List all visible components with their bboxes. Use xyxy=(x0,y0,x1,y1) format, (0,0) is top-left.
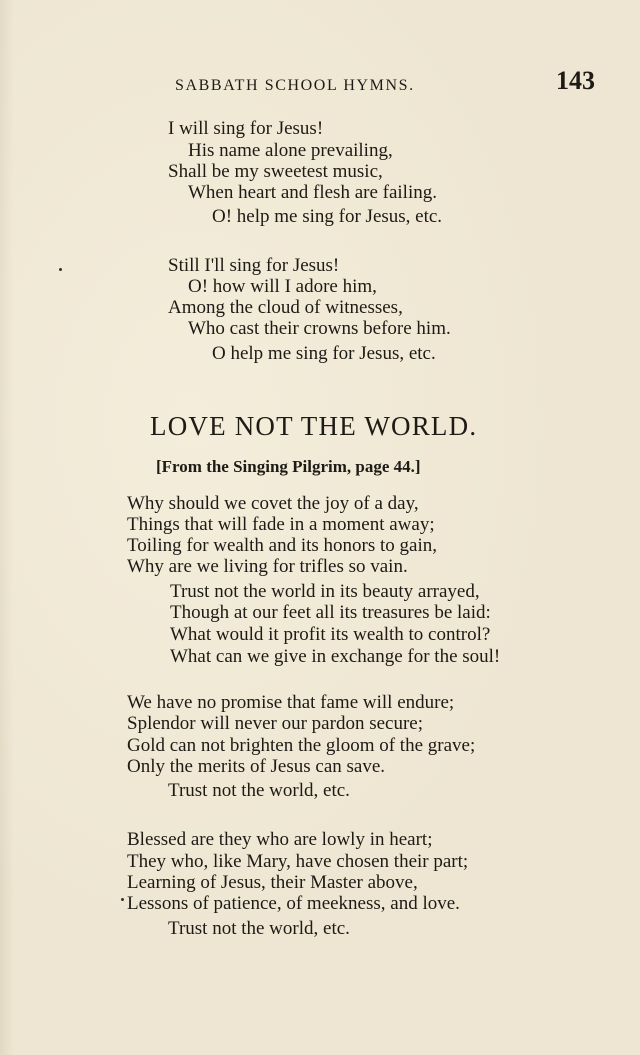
chorus-line: Though at our feet all its treasures be laid: xyxy=(170,602,491,623)
verse-line: Why should we covet the joy of a day, xyxy=(127,493,419,514)
verse-line: They who, like Mary, have chosen their part; xyxy=(127,851,469,872)
verse-line: Lessons of patience, of meekness, and love. xyxy=(127,893,460,914)
refrain-line: Trust not the world, etc. xyxy=(168,780,350,801)
poem-line: Who cast their crowns before him. xyxy=(188,318,451,339)
poem-line: Still I'll sing for Jesus! xyxy=(168,255,340,276)
verse-line: Only the merits of Jesus can save. xyxy=(127,756,386,777)
verse-line: Learning of Jesus, their Master above, xyxy=(127,872,418,893)
verse-line: Splendor will never our pardon secure; xyxy=(127,713,423,734)
poem-line: I will sing for Jesus! xyxy=(168,118,324,139)
hymn-source: [From the Singing Pilgrim, page 44.] xyxy=(156,457,421,476)
poem-line: Among the cloud of witnesses, xyxy=(168,297,403,318)
poem-line: O! how will I adore him, xyxy=(188,276,377,297)
refrain-line: O help me sing for Jesus, etc. xyxy=(212,343,436,364)
print-speck xyxy=(121,898,124,901)
verse-line: Things that will fade in a moment away; xyxy=(127,514,435,535)
refrain-line: O! help me sing for Jesus, etc. xyxy=(212,206,443,227)
page-number: 143 xyxy=(556,66,595,95)
chorus-line: What would it profit its wealth to control? xyxy=(170,624,491,645)
poem-line: His name alone prevailing, xyxy=(188,140,393,161)
verse-line: Blessed are they who are lowly in heart; xyxy=(127,829,433,850)
running-head: SABBATH SCHOOL HYMNS. xyxy=(175,77,415,94)
verse-line: We have no promise that fame will endure; xyxy=(127,692,455,713)
verse-line: Gold can not brighten the gloom of the grave; xyxy=(127,735,476,756)
verse-line: Toiling for wealth and its honors to gain, xyxy=(127,535,438,556)
print-speck xyxy=(59,268,62,271)
verse-line: Why are we living for trifles so vain. xyxy=(127,556,408,577)
poem-line: Shall be my sweetest music, xyxy=(168,161,383,182)
chorus-line: Trust not the world in its beauty arrayed, xyxy=(170,581,480,602)
hymn-title: LOVE NOT THE WORLD. xyxy=(150,411,478,441)
poem-line: When heart and flesh are failing. xyxy=(188,182,437,203)
chorus-line: What can we give in exchange for the soul! xyxy=(170,646,501,667)
refrain-line: Trust not the world, etc. xyxy=(168,918,350,939)
